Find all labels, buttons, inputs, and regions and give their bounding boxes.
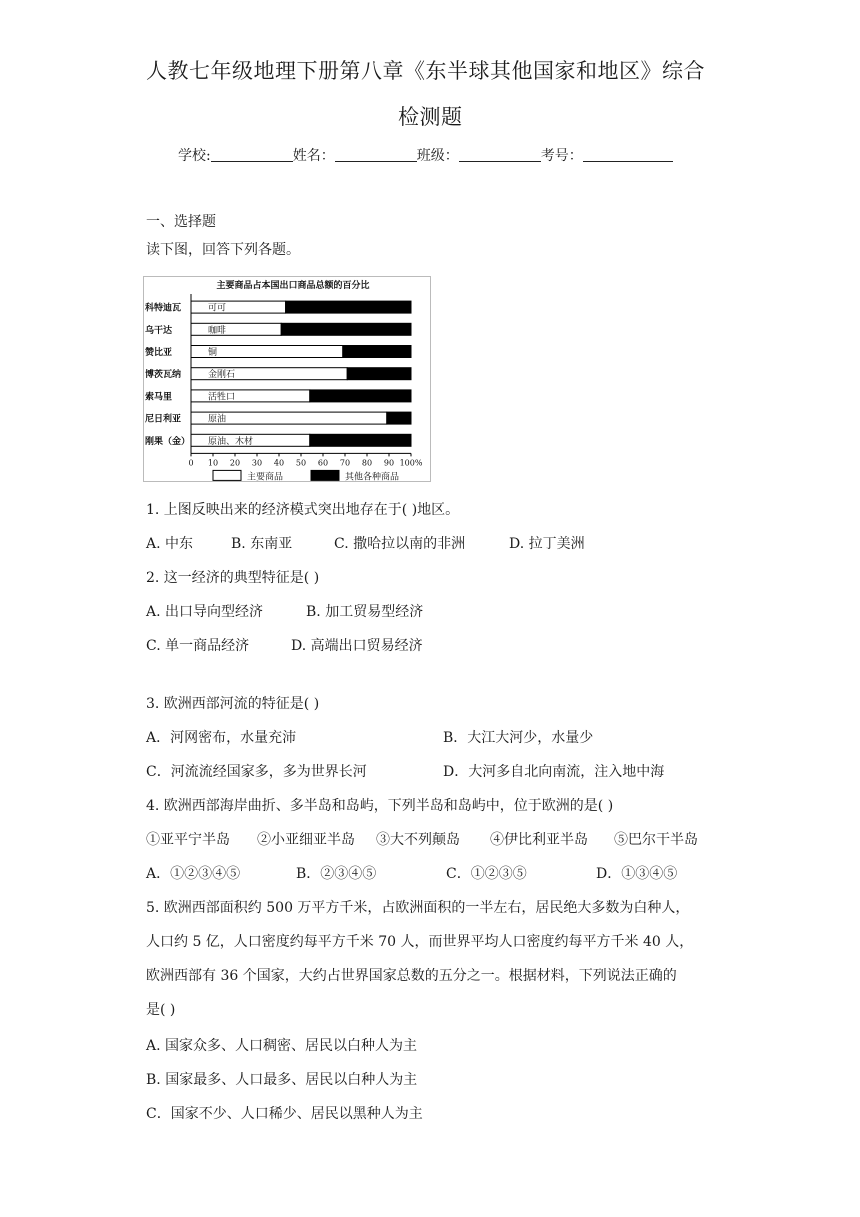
x-tick-label: 90 [383, 458, 395, 468]
bar-commodity-label: 原油、木材 [208, 436, 254, 447]
bar-commodity-label: 铜 [208, 348, 218, 358]
q3-option-a[interactable]: A．河网密布，水量充沛 [146, 730, 297, 746]
export-share-chart [143, 276, 431, 482]
q4-item-4: ④伊比利亚半岛 [490, 832, 588, 848]
bar-commodity-label: 活牲口 [208, 392, 236, 403]
page-title: 人教七年级地理下册第八章《东半球其他国家和地区》综合 [146, 59, 705, 83]
question-5-line-2: 人口约 5 亿，人口密度约每平方千米 70 人，而世界平均人口密度约每平方千米 40 人， [146, 934, 694, 950]
question-4: 4. 欧洲西部海岸曲折、多半岛和岛屿，下列半岛和岛屿中，位于欧洲的是( ) [146, 798, 614, 814]
q3-option-b[interactable]: B．大江大河少，水量少 [443, 730, 594, 746]
question-5-line-3: 欧洲西部有 36 个国家，大约占世界国家总数的五分之一。根据材料，下列说法正确的 [146, 968, 677, 984]
question-1: 1. 上图反映出来的经济模式突出地存在于( )地区。 [146, 502, 460, 518]
q4-option-d[interactable]: D．①③④⑤ [596, 866, 678, 882]
x-tick-label: 50 [295, 458, 307, 468]
category-label: 尼日利亚 [145, 414, 182, 425]
x-tick-label: 80 [361, 458, 373, 468]
legend-label-main: 主要商品 [247, 472, 284, 482]
x-tick-label: 20 [229, 458, 241, 468]
bar-main-commodity [191, 323, 281, 335]
q5-option-b[interactable]: B. 国家最多、人口最多、居民以白种人为主 [146, 1072, 418, 1088]
x-tick-label: 40 [273, 458, 285, 468]
q1-option-b[interactable]: B. 东南亚 [231, 536, 293, 552]
q4-item-2: ②小亚细亚半岛 [257, 832, 355, 848]
q3-option-d[interactable]: D．大河多自北向南流，注入地中海 [443, 764, 665, 780]
category-label: 科特迪瓦 [145, 303, 182, 314]
q1-option-d[interactable]: D. 拉丁美洲 [509, 536, 585, 552]
q4-item-1: ①亚平宁半岛 [146, 832, 230, 848]
q3-option-c[interactable]: C．河流流经国家多，多为世界长河 [146, 764, 367, 780]
class-field[interactable] [459, 147, 541, 162]
q5-option-a[interactable]: A. 国家众多、人口稠密、居民以白种人为主 [146, 1038, 418, 1054]
chart-title: 主要商品占本国出口商品总额的百分比 [216, 281, 370, 291]
bar-commodity-label: 原油 [208, 414, 227, 425]
q1-option-a[interactable]: A. 中东 [146, 536, 194, 552]
question-2: 2. 这一经济的典型特征是( ) [146, 570, 320, 586]
q2-option-d[interactable]: D. 高端出口贸易经济 [291, 638, 423, 654]
bar-other-commodities [343, 346, 411, 358]
section-heading: 一、选择题 [146, 214, 216, 230]
q2-option-b[interactable]: B. 加工贸易型经济 [306, 604, 424, 620]
bar-other-commodities [286, 301, 411, 313]
name-field[interactable] [335, 147, 417, 162]
school-field[interactable] [211, 147, 293, 162]
legend-swatch-main [213, 470, 241, 480]
bar-commodity-label: 可可 [208, 303, 227, 314]
q4-option-a[interactable]: A．①②③④⑤ [146, 866, 241, 882]
legend-label-other: 其他各种商品 [345, 472, 400, 482]
category-label: 乌干达 [145, 325, 173, 336]
bar-other-commodities [310, 434, 411, 446]
info-fields [178, 145, 673, 165]
q2-option-a[interactable]: A. 出口导向型经济 [146, 604, 264, 620]
bar-commodity-label: 咖啡 [208, 325, 227, 336]
question-5-line-1: 5. 欧洲西部面积约 500 万平方千米，占欧洲面积的一半左右，居民绝大多数为白种人， [146, 900, 690, 916]
x-tick-label: 70 [339, 458, 351, 468]
question-5-line-4: 是( ) [146, 1002, 176, 1018]
page-title-line2: 检测题 [398, 105, 463, 129]
q4-option-b[interactable]: B．②③④⑤ [296, 866, 377, 882]
x-tick-label: 100% [399, 458, 423, 468]
bar-main-commodity [191, 301, 286, 313]
chart-svg [143, 276, 431, 482]
section-intro: 读下图，回答下列各题。 [146, 242, 300, 258]
x-tick-label: 10 [207, 458, 219, 468]
q4-option-c[interactable]: C．①②③⑤ [446, 866, 527, 882]
x-tick-label: 0 [188, 458, 194, 468]
exam-number-field[interactable] [583, 147, 673, 162]
q5-option-c[interactable]: C．国家不少、人口稀少、居民以黑种人为主 [146, 1106, 423, 1122]
category-label: 刚果（金） [145, 436, 191, 447]
bar-other-commodities [310, 390, 411, 402]
question-3: 3. 欧洲西部河流的特征是( ) [146, 696, 320, 712]
category-label: 赞比亚 [145, 348, 173, 358]
school-label: 学校: [178, 148, 211, 164]
category-label: 博茨瓦纳 [145, 370, 182, 381]
legend-swatch-other [311, 470, 339, 480]
class-label: 班级： [416, 148, 459, 164]
x-tick-label: 30 [251, 458, 263, 468]
q1-option-c[interactable]: C. 撒哈拉以南的非洲 [334, 536, 466, 552]
bar-other-commodities [347, 368, 411, 380]
bar-commodity-label: 金刚石 [208, 370, 236, 381]
q4-item-3: ③大不列颠岛 [376, 832, 460, 848]
name-label: 姓名： [292, 148, 335, 164]
category-label: 索马里 [145, 392, 173, 403]
bar-other-commodities [281, 323, 411, 335]
bar-other-commodities [387, 412, 411, 424]
q4-item-5: ⑤巴尔干半岛 [614, 832, 698, 848]
x-tick-label: 60 [317, 458, 329, 468]
exam-number-label: 考号： [540, 148, 583, 164]
q2-option-c[interactable]: C. 单一商品经济 [146, 638, 250, 654]
